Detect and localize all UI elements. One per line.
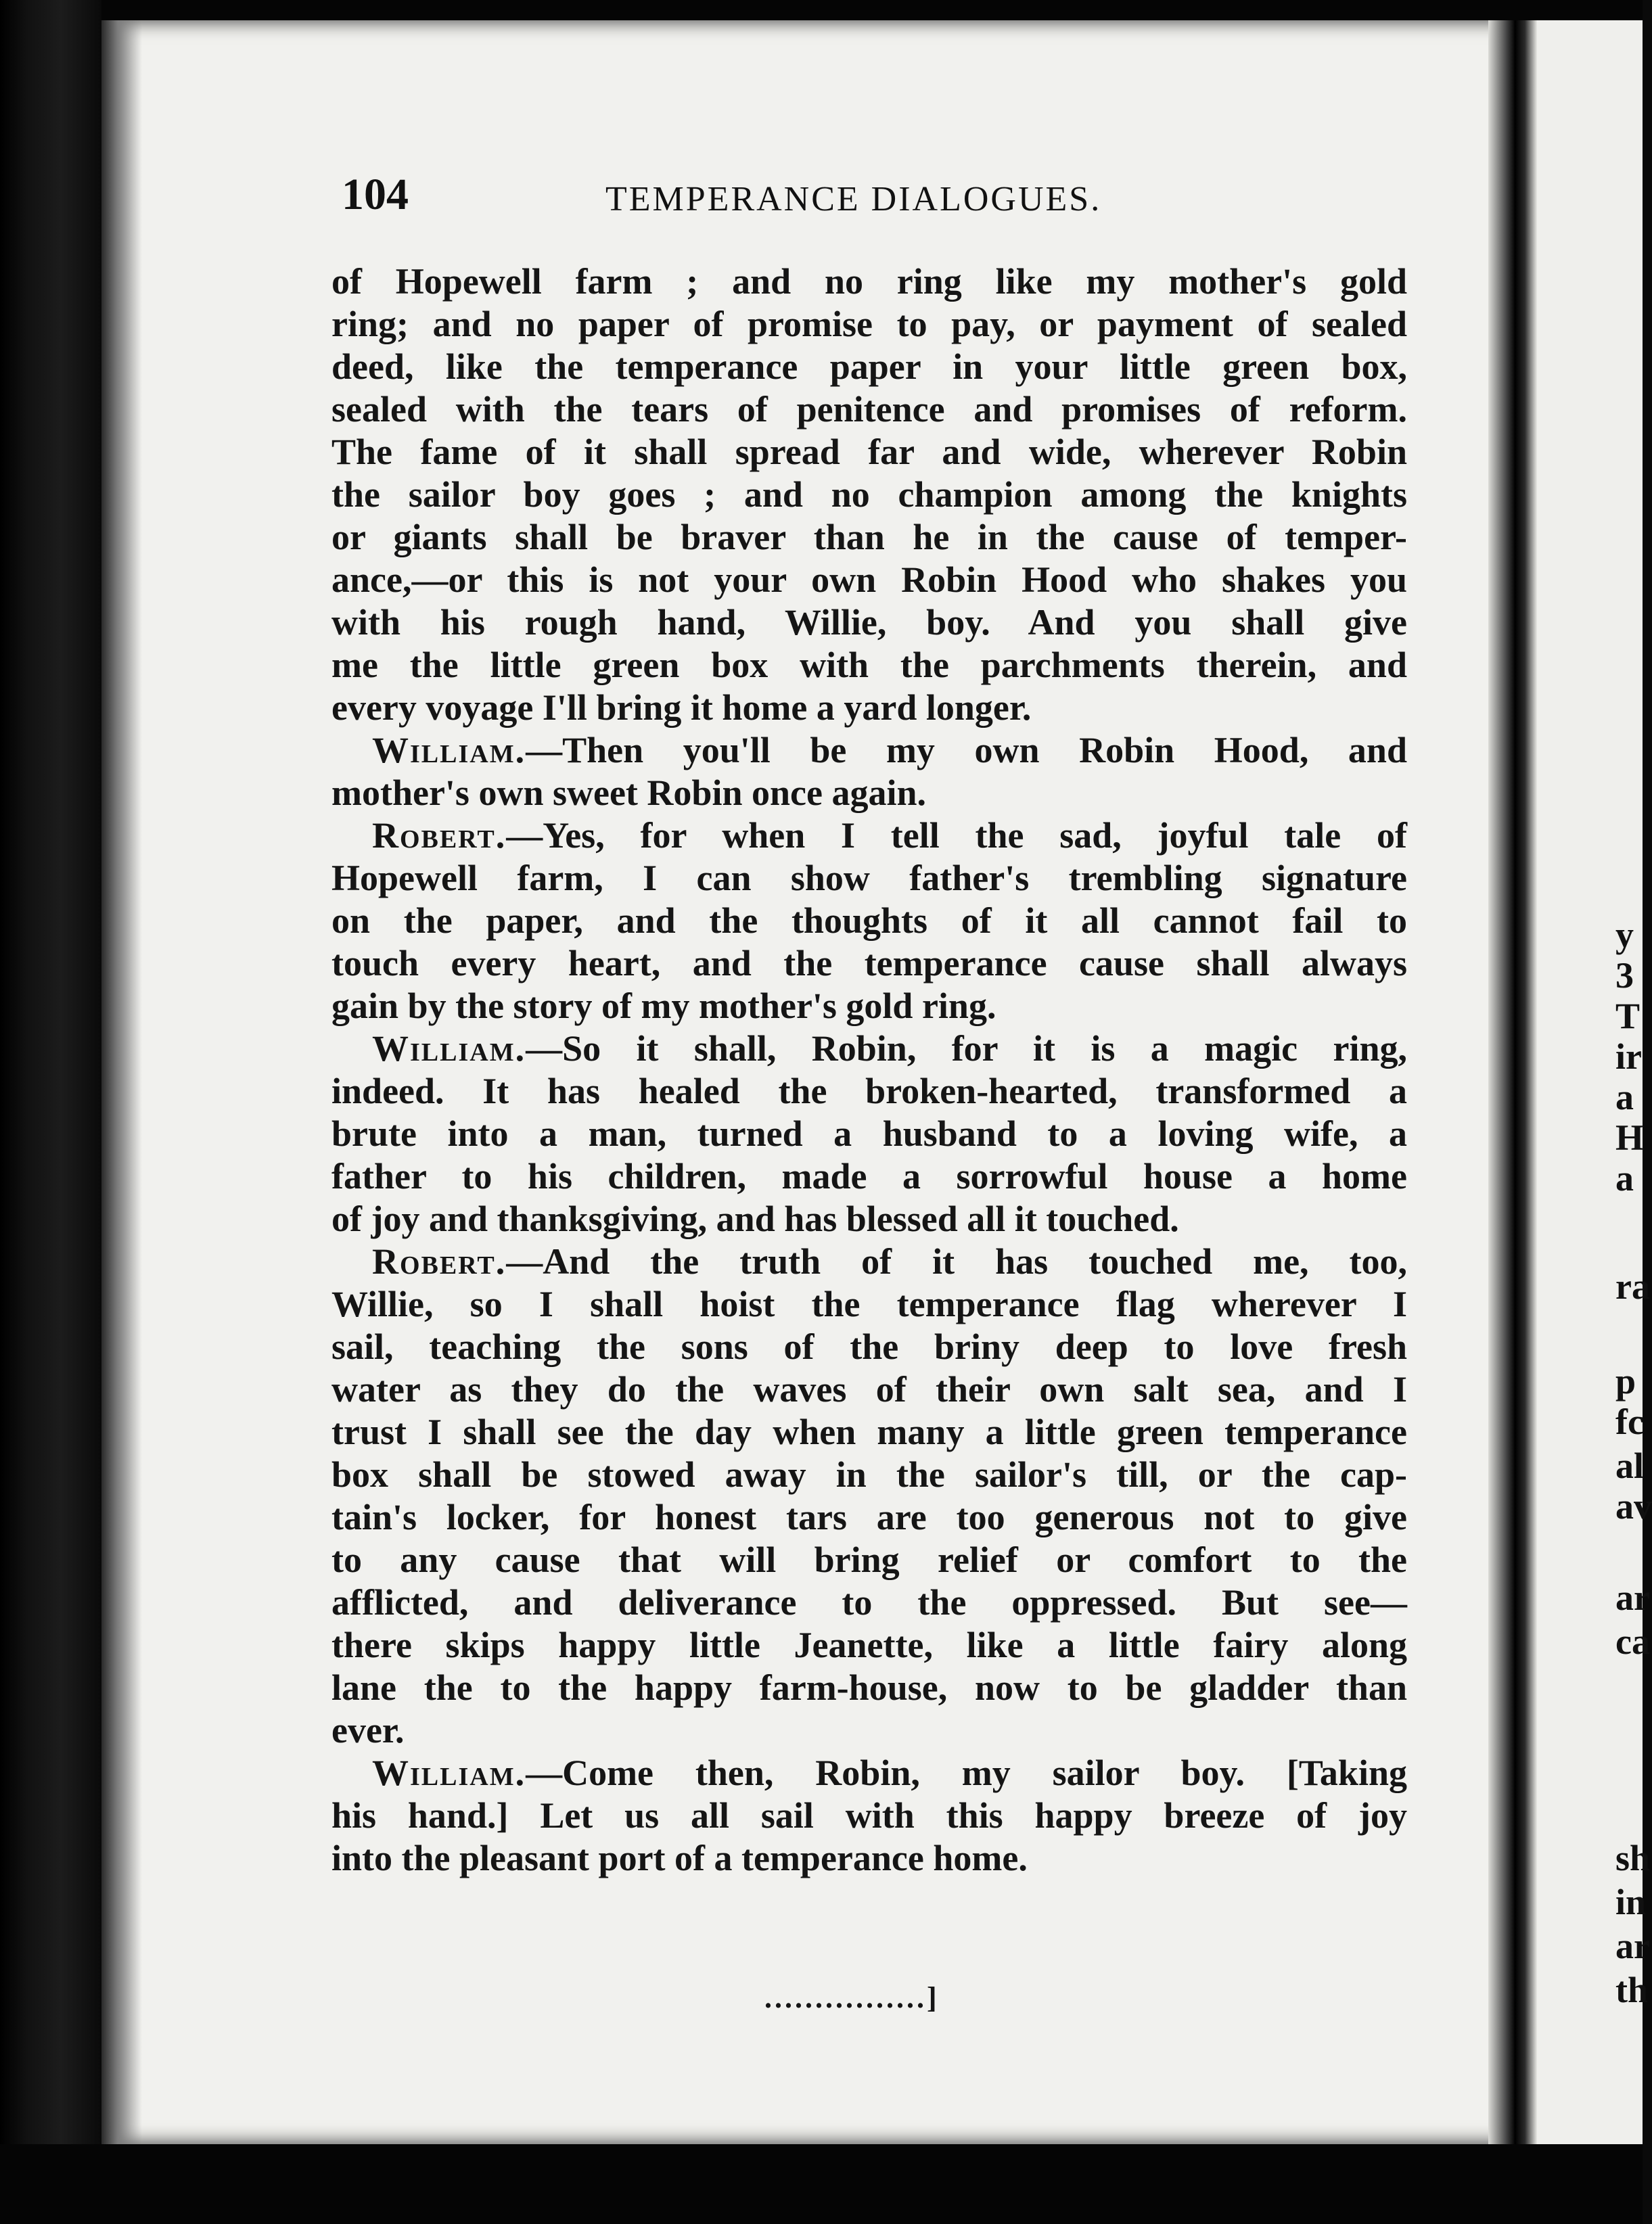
text-line: trust I shall see the day when many a little green temperance xyxy=(331,1412,1407,1452)
text-line: afflicted, and deliverance to the oppressed. But see— xyxy=(331,1582,1407,1623)
text-line: on the paper, and the thoughts of it all cannot fail to xyxy=(331,900,1407,941)
running-title: TEMPERANCE DIALOGUES. xyxy=(605,180,1102,218)
next-page-text: th xyxy=(1615,1970,1649,2010)
paragraph xyxy=(331,814,1407,1027)
book-spine-left xyxy=(0,0,101,2224)
next-page-text: T xyxy=(1615,996,1640,1036)
text-line xyxy=(331,729,1407,772)
scan-border-bottom xyxy=(0,2144,1643,2224)
next-page-text: ca xyxy=(1615,1621,1650,1662)
speech-text: —And the truth of it has touched me, too, xyxy=(506,1241,1407,1282)
next-page-text: ra xyxy=(1615,1266,1650,1307)
text-line: indeed. It has healed the broken-hearted, transformed a xyxy=(331,1071,1407,1111)
text-line: brute into a man, turned a husband to a loving wife, a xyxy=(331,1113,1407,1154)
text-line: his hand.] Let us all sail with this happy breeze of joy xyxy=(331,1795,1407,1836)
text-line xyxy=(331,1241,1407,1283)
text-line: me the little green box with the parchments therein, and xyxy=(331,645,1407,685)
speaker-name: William. xyxy=(372,1753,526,1793)
text-line: with his rough hand, Willie, boy. And you shall give xyxy=(331,602,1407,643)
speech-text: —Come then, Robin, my sailor boy. [Taking xyxy=(526,1753,1407,1793)
next-page-text: in xyxy=(1615,1882,1647,1922)
speaker-name: William. xyxy=(372,1028,526,1069)
speaker-name: Robert. xyxy=(372,1241,507,1282)
paragraph xyxy=(331,729,1407,814)
next-page-text: p xyxy=(1615,1361,1636,1401)
dialogue-text xyxy=(331,260,1407,1880)
text-line: every voyage I'll bring it home a yard longer. xyxy=(331,687,1032,728)
text-line: Hopewell farm, I can show father's trembling signature xyxy=(331,858,1407,898)
text-line: to any cause that will bring relief or comfort to the xyxy=(331,1539,1407,1580)
text-line: there skips happy little Jeanette, like a little fairy along xyxy=(331,1625,1407,1665)
paragraph xyxy=(331,1752,1407,1880)
end-of-dialogue-mark: ................] xyxy=(764,1981,940,2014)
paragraph xyxy=(331,260,1407,729)
text-line: ance,—or this is not your own Robin Hood who shakes you xyxy=(331,559,1407,600)
speaker-name: William. xyxy=(372,730,526,770)
text-line: into the pleasant port of a temperance home. xyxy=(331,1838,1028,1878)
text-line: of Hopewell farm ; and no ring like my mother's gold xyxy=(331,261,1407,302)
text-line: ever. xyxy=(331,1710,405,1751)
page-header xyxy=(342,172,1438,233)
text-line xyxy=(331,1027,1407,1070)
adjacent-page-fragment xyxy=(1537,20,1652,2144)
text-line: box shall be stowed away in the sailor's till, or the cap- xyxy=(331,1454,1407,1495)
text-line: father to his children, made a sorrowful house a home xyxy=(331,1156,1407,1197)
text-line: touch every heart, and the temperance cause shall always xyxy=(331,943,1407,983)
next-page-text: fc xyxy=(1615,1401,1644,1442)
next-page-text: ar xyxy=(1615,1926,1650,1966)
next-page-text: H xyxy=(1615,1117,1645,1158)
page-number: 104 xyxy=(342,170,409,219)
scan-border-top xyxy=(0,0,1643,20)
text-line: of joy and thanksgiving, and has blessed all it touched. xyxy=(331,1199,1179,1239)
speech-text: —Then you'll be my own Robin Hood, and xyxy=(526,730,1407,770)
paragraph xyxy=(331,1241,1407,1752)
text-line: ring; and no paper of promise to pay, or payment of sealed xyxy=(331,304,1407,344)
next-page-text: a xyxy=(1615,1158,1634,1199)
next-page-text: sh xyxy=(1615,1838,1651,1878)
next-page-text: av xyxy=(1615,1486,1652,1527)
text-line: sealed with the tears of penitence and promises of reform. xyxy=(331,389,1407,430)
text-line: mother's own sweet Robin once again. xyxy=(331,772,926,813)
text-line xyxy=(331,814,1407,857)
text-line: water as they do the waves of their own salt sea, and I xyxy=(331,1369,1407,1410)
next-page-text: ar xyxy=(1615,1577,1650,1618)
text-line: sail, teaching the sons of the briny deep to love fresh xyxy=(331,1326,1407,1367)
text-line: gain by the story of my mother's gold ring. xyxy=(331,986,996,1026)
book-gutter xyxy=(1488,20,1537,2144)
text-line: the sailor boy goes ; and no champion among the knights xyxy=(331,474,1407,515)
speech-text: —Yes, for when I tell the sad, joyful tale of xyxy=(506,815,1407,856)
text-line: Willie, so I shall hoist the temperance flag wherever I xyxy=(331,1284,1407,1324)
next-page-text: al xyxy=(1615,1445,1645,1486)
text-line: The fame of it shall spread far and wide, wherever Robin xyxy=(331,432,1407,472)
speech-text: —So it shall, Robin, for it is a magic ring, xyxy=(526,1028,1407,1069)
paragraph xyxy=(331,1027,1407,1241)
next-page-text: a xyxy=(1615,1077,1634,1117)
speaker-name: Robert. xyxy=(372,815,507,856)
next-page-text: ir xyxy=(1615,1036,1642,1077)
text-line: lane the to the happy farm-house, now to be gladder than xyxy=(331,1667,1407,1708)
text-line: tain's locker, for honest tars are too generous not to give xyxy=(331,1497,1407,1537)
text-line: deed, like the temperance paper in your little green box, xyxy=(331,346,1407,387)
next-page-text: y xyxy=(1615,914,1634,955)
page-edge-shadow xyxy=(101,20,142,2144)
next-page-text: 3 xyxy=(1615,955,1634,996)
text-line xyxy=(331,1752,1407,1794)
text-line: or giants shall be braver than he in the cause of temper- xyxy=(331,517,1407,557)
